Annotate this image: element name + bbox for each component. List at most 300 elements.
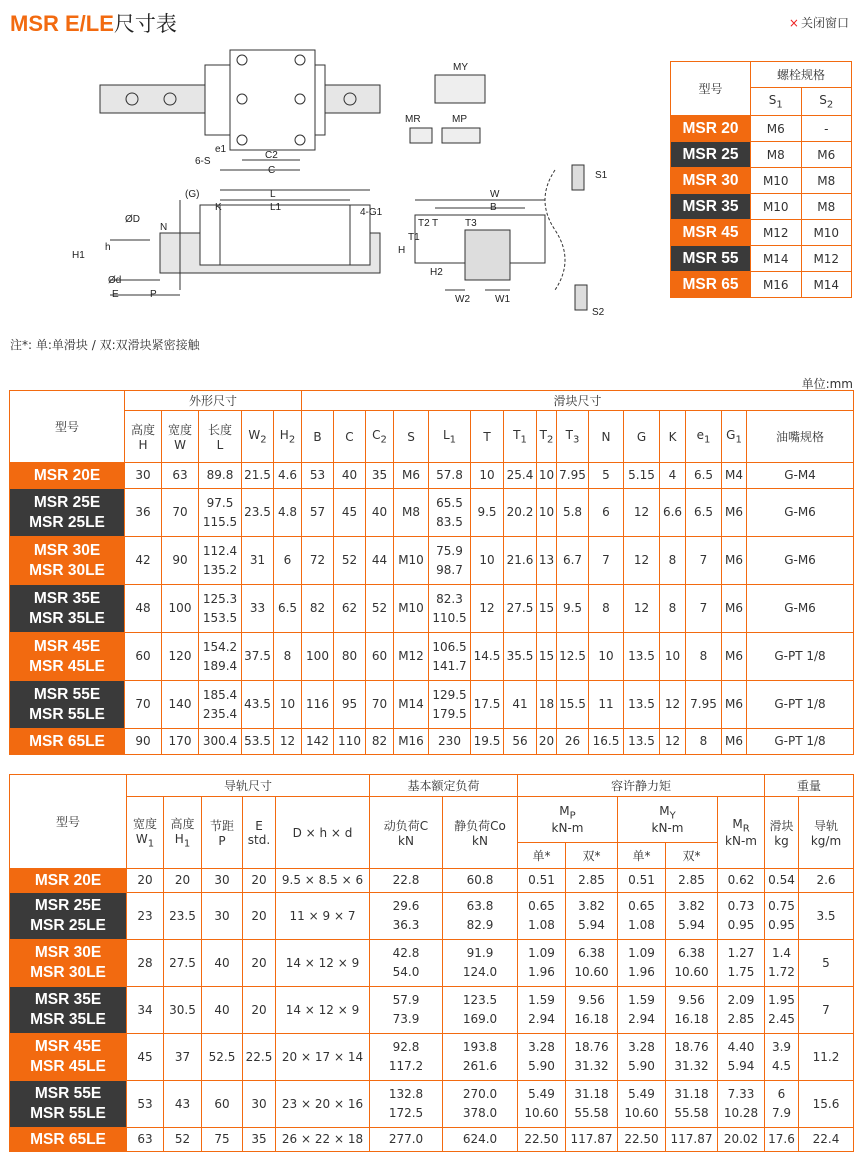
bolt-row-s1: M10 <box>751 194 802 220</box>
column-header: $e_1$ <box>686 411 722 463</box>
table-cell: M4 <box>722 463 747 489</box>
table-cell: 0.54 <box>765 869 799 893</box>
table-cell: 3.28 5.90 <box>618 1034 666 1081</box>
bolt-row-model: MSR 45 <box>671 220 751 246</box>
table-cell: 97.5 115.5 <box>199 489 242 537</box>
table-cell: 7.95 <box>557 463 589 489</box>
table-cell: 8 <box>660 537 686 585</box>
table-cell: 112.4 135.2 <box>199 537 242 585</box>
table-cell: M12 <box>394 633 429 681</box>
table-cell: 1.4 1.72 <box>765 940 799 987</box>
bolt-s2-header: $S_2$ <box>801 88 852 116</box>
table-cell: 75.9 98.7 <box>429 537 471 585</box>
table-cell: 37.5 <box>242 633 274 681</box>
column-header: 宽度 $W_1$ <box>127 797 164 869</box>
table-cell: 90 <box>162 537 199 585</box>
label-c: C <box>268 165 276 176</box>
table-cell: 21.6 <box>504 537 537 585</box>
table-cell: 30 <box>202 869 243 893</box>
table-cell: 4 <box>660 463 686 489</box>
label-h1: H1 <box>72 250 85 261</box>
label-od: ØD <box>125 214 140 225</box>
label-h2: H2 <box>430 267 443 278</box>
table-cell: G-M6 <box>747 537 854 585</box>
table-row <box>10 489 854 537</box>
table-cell: 1.27 1.75 <box>718 940 765 987</box>
technical-drawing <box>70 40 630 330</box>
table-cell: 8 <box>589 585 624 633</box>
bolt-row-s2: M12 <box>801 246 852 272</box>
bolt-row-model: MSR 30 <box>671 168 751 194</box>
table-cell: 70 <box>366 681 394 729</box>
table-cell: 10 <box>274 681 302 729</box>
table-cell: 20 <box>243 987 276 1034</box>
table-cell: 23 × 20 × 16 <box>276 1081 370 1128</box>
column-header: T <box>471 411 504 463</box>
bolt-row-s1: M14 <box>751 246 802 272</box>
table-cell: 10 <box>537 489 557 537</box>
table-cell: 6.5 <box>274 585 302 633</box>
table-cell: 6 7.9 <box>765 1081 799 1128</box>
table-cell: 26 × 22 × 18 <box>276 1128 370 1152</box>
bolt-s1-header: $S_1$ <box>751 88 802 116</box>
table-cell: 43.5 <box>242 681 274 729</box>
table-cell: 0.75 0.95 <box>765 893 799 940</box>
table-cell: 56 <box>504 729 537 755</box>
table-cell: 6.38 10.60 <box>566 940 618 987</box>
label-c2: C2 <box>265 150 278 161</box>
table-cell: M10 <box>394 585 429 633</box>
table-cell: 9.5 <box>471 489 504 537</box>
bolt-row <box>671 168 852 194</box>
table-cell: 95 <box>334 681 366 729</box>
label-p: P <box>150 289 157 300</box>
table-cell: 300.4 <box>199 729 242 755</box>
label-mp: MP <box>452 114 467 125</box>
bolt-row <box>671 142 852 168</box>
row-model: MSR 65LE <box>10 729 125 755</box>
column-header: $W_2$ <box>242 411 274 463</box>
unit-label: 单位:mm <box>801 377 853 391</box>
table-cell: 20 <box>243 940 276 987</box>
column-header: C <box>334 411 366 463</box>
bolt-row <box>671 116 852 142</box>
table-cell: M16 <box>394 729 429 755</box>
row-model: MSR 25E MSR 25LE <box>10 489 125 537</box>
table-cell: 8 <box>686 633 722 681</box>
column-header: 长度 L <box>199 411 242 463</box>
table-cell: G-M6 <box>747 489 854 537</box>
table-cell: 31.18 55.58 <box>666 1081 718 1128</box>
label-4-g1: 4-G1 <box>360 207 383 218</box>
table-cell: 20 × 17 × 14 <box>276 1034 370 1081</box>
table-cell: M10 <box>394 537 429 585</box>
table-cell: 17.5 <box>471 681 504 729</box>
table-cell: 52 <box>164 1128 202 1152</box>
table-cell: G-PT 1/8 <box>747 681 854 729</box>
table-cell: 1.59 2.94 <box>618 987 666 1034</box>
model-header: 型号 <box>10 391 125 463</box>
close-label: 关闭窗口 <box>800 16 849 30</box>
bolt-row-s2: - <box>801 116 852 142</box>
table-cell: 1.95 2.45 <box>765 987 799 1034</box>
table-cell: 5.49 10.60 <box>618 1081 666 1128</box>
bolt-row-s2: M10 <box>801 220 852 246</box>
table-row <box>10 940 854 987</box>
table-cell: 63 <box>162 463 199 489</box>
table-cell: 42.8 54.0 <box>370 940 443 987</box>
column-header: $T_1$ <box>504 411 537 463</box>
table-cell: M6 <box>722 585 747 633</box>
table-row <box>10 1128 854 1152</box>
table-cell: 80 <box>334 633 366 681</box>
table-row <box>10 893 854 940</box>
table-cell: 9.56 16.18 <box>566 987 618 1034</box>
table-cell: 57.9 73.9 <box>370 987 443 1034</box>
bolt-row-s1: M12 <box>751 220 802 246</box>
table-cell: 140 <box>162 681 199 729</box>
table-cell: 277.0 <box>370 1128 443 1152</box>
table-cell: 117.87 <box>566 1128 618 1152</box>
table-cell: M6 <box>722 729 747 755</box>
table-cell: 31 <box>242 537 274 585</box>
table-cell: 65.5 83.5 <box>429 489 471 537</box>
table-cell: 12 <box>624 489 660 537</box>
table-cell: 10 <box>471 537 504 585</box>
table-cell: 91.9 124.0 <box>443 940 518 987</box>
column-header: $H_2$ <box>274 411 302 463</box>
table-cell: 31.18 55.58 <box>566 1081 618 1128</box>
table-cell: 82 <box>302 585 334 633</box>
table-cell: 270.0 378.0 <box>443 1081 518 1128</box>
double-header: 双* <box>666 843 718 869</box>
table-cell: 3.5 <box>799 893 854 940</box>
table-cell: 90 <box>125 729 162 755</box>
table-cell: 12 <box>274 729 302 755</box>
table-cell: 7 <box>799 987 854 1034</box>
table-row <box>10 987 854 1034</box>
table-cell: 12 <box>624 537 660 585</box>
table-cell: 5.49 10.60 <box>518 1081 566 1128</box>
table-cell: 70 <box>162 489 199 537</box>
column-header: $T_3$ <box>557 411 589 463</box>
table-cell: 10 <box>537 463 557 489</box>
table-cell: 123.5 169.0 <box>443 987 518 1034</box>
table-cell: 125.3 153.5 <box>199 585 242 633</box>
table-cell: 15 <box>537 585 557 633</box>
label-w2: W2 <box>455 294 470 305</box>
table-cell: 624.0 <box>443 1128 518 1152</box>
table-cell: 34 <box>127 987 164 1034</box>
row-model: MSR 55E MSR 55LE <box>10 681 125 729</box>
label-od-small: Ød <box>108 275 122 286</box>
label-h: H <box>398 245 406 256</box>
table-cell: 0.51 <box>618 869 666 893</box>
table-cell: 12.5 <box>557 633 589 681</box>
table-cell: 36 <box>125 489 162 537</box>
table-cell: 10 <box>589 633 624 681</box>
bolt-row <box>671 220 852 246</box>
table-cell: 62 <box>334 585 366 633</box>
bolt-group-header: 螺栓规格 <box>751 62 852 88</box>
mp-header: $M_P$ kN-m <box>518 797 618 843</box>
table-cell: 18.76 31.32 <box>666 1034 718 1081</box>
rail-dim-header: 导轨尺寸 <box>127 775 370 797</box>
table-cell: 57.8 <box>429 463 471 489</box>
my-header: $M_Y$ kN-m <box>618 797 718 843</box>
table-cell: 1.09 1.96 <box>518 940 566 987</box>
bolt-row-model: MSR 35 <box>671 194 751 220</box>
label-w1: W1 <box>495 294 510 305</box>
bolt-row-model: MSR 25 <box>671 142 751 168</box>
table-cell: 7.95 <box>686 681 722 729</box>
label-t3: T3 <box>465 218 477 229</box>
table-cell: 3.28 5.90 <box>518 1034 566 1081</box>
column-header: E std. <box>243 797 276 869</box>
label-g: (G) <box>185 189 200 200</box>
table-cell: G-PT 1/8 <box>747 633 854 681</box>
load-header: 基本额定负荷 <box>370 775 518 797</box>
table-cell: 2.85 <box>566 869 618 893</box>
table-cell: 30 <box>243 1081 276 1128</box>
table-cell: 27.5 <box>164 940 202 987</box>
table-cell: 26 <box>557 729 589 755</box>
table-cell: 7 <box>589 537 624 585</box>
table-row <box>10 1081 854 1128</box>
label-t: T <box>432 218 439 229</box>
column-header: 节距 P <box>202 797 243 869</box>
table-cell: 22.50 <box>518 1128 566 1152</box>
table-cell: 30.5 <box>164 987 202 1034</box>
table-cell: 21.5 <box>242 463 274 489</box>
table-cell: 3.82 5.94 <box>666 893 718 940</box>
table-cell: 63.8 82.9 <box>443 893 518 940</box>
block-dim-header: 滑块尺寸 <box>302 391 854 411</box>
table-cell: 7.33 10.28 <box>718 1081 765 1128</box>
table-cell: 129.5 179.5 <box>429 681 471 729</box>
table-cell: 20.02 <box>718 1128 765 1152</box>
table-cell: 12 <box>624 585 660 633</box>
table-cell: 100 <box>302 633 334 681</box>
table-cell: 43 <box>164 1081 202 1128</box>
table-cell: 27.5 <box>504 585 537 633</box>
table-cell: 3.9 4.5 <box>765 1034 799 1081</box>
row-model: MSR 35E MSR 35LE <box>10 987 127 1034</box>
column-header: 滑块 kg <box>765 797 799 869</box>
table-cell: 6.5 <box>686 489 722 537</box>
table-cell: 7 <box>686 585 722 633</box>
table-cell: 20 <box>243 893 276 940</box>
row-model: MSR 20E <box>10 869 127 893</box>
table-cell: 35.5 <box>504 633 537 681</box>
table-cell: 6.5 <box>686 463 722 489</box>
table-cell: 23 <box>127 893 164 940</box>
table-cell: 13.5 <box>624 633 660 681</box>
table-cell: 63 <box>127 1128 164 1152</box>
row-model: MSR 55E MSR 55LE <box>10 1081 127 1128</box>
table-cell: 17.6 <box>765 1128 799 1152</box>
bolt-row-model: MSR 65 <box>671 272 751 298</box>
table-cell: 106.5 141.7 <box>429 633 471 681</box>
table-cell: 2.6 <box>799 869 854 893</box>
dhd-header: D × h × d <box>276 797 370 869</box>
table-cell: 12 <box>471 585 504 633</box>
label-6-s: 6-S <box>195 156 211 167</box>
table-cell: 15 <box>537 633 557 681</box>
column-header: $C_2$ <box>366 411 394 463</box>
table-cell: 33 <box>242 585 274 633</box>
column-header: G <box>624 411 660 463</box>
table-cell: 5 <box>799 940 854 987</box>
table-cell: 60 <box>125 633 162 681</box>
table-cell: 25.4 <box>504 463 537 489</box>
table-cell: M6 <box>722 489 747 537</box>
table-row <box>10 537 854 585</box>
table-cell: 0.65 1.08 <box>618 893 666 940</box>
moment-header: 容许静力矩 <box>518 775 765 797</box>
table-cell: 6 <box>274 537 302 585</box>
label-h-small: h <box>105 242 111 253</box>
table-cell: 30 <box>202 893 243 940</box>
table-cell: 1.59 2.94 <box>518 987 566 1034</box>
row-model: MSR 45E MSR 45LE <box>10 633 125 681</box>
table-cell: 22.8 <box>370 869 443 893</box>
table-cell: 60 <box>202 1081 243 1128</box>
close-window-link[interactable] <box>789 14 849 31</box>
label-b: B <box>490 202 497 213</box>
label-mr: MR <box>405 114 421 125</box>
rail-load-table <box>9 774 854 1152</box>
table-cell: 45 <box>334 489 366 537</box>
bolt-row-s2: M14 <box>801 272 852 298</box>
table-cell: 40 <box>334 463 366 489</box>
table-row <box>10 729 854 755</box>
column-header: N <box>589 411 624 463</box>
table-cell: 41 <box>504 681 537 729</box>
double-header: 双* <box>566 843 618 869</box>
table-cell: M6 <box>394 463 429 489</box>
table-row <box>10 633 854 681</box>
model-header: 型号 <box>10 775 127 869</box>
table-cell: 6.38 10.60 <box>666 940 718 987</box>
table-cell: 52.5 <box>202 1034 243 1081</box>
table-cell: G-PT 1/8 <box>747 729 854 755</box>
label-n: N <box>160 222 168 233</box>
table-cell: 40 <box>366 489 394 537</box>
table-cell: 4.8 <box>274 489 302 537</box>
column-header: 导轨 kg/m <box>799 797 854 869</box>
table-cell: 20 <box>164 869 202 893</box>
table-cell: 82 <box>366 729 394 755</box>
table-cell: 30 <box>125 463 162 489</box>
table-cell: 0.73 0.95 <box>718 893 765 940</box>
table-cell: 10 <box>660 633 686 681</box>
table-cell: 9.5 × 8.5 × 6 <box>276 869 370 893</box>
table-cell: 100 <box>162 585 199 633</box>
block-dimension-table <box>9 390 854 755</box>
row-model: MSR 45E MSR 45LE <box>10 1034 127 1081</box>
table-cell: M14 <box>394 681 429 729</box>
row-model: MSR 35E MSR 35LE <box>10 585 125 633</box>
table-cell: 0.62 <box>718 869 765 893</box>
bolt-row-s1: M16 <box>751 272 802 298</box>
table-cell: 13 <box>537 537 557 585</box>
table-cell: 13.5 <box>624 729 660 755</box>
label-my: MY <box>453 62 468 73</box>
table-cell: 22.5 <box>243 1034 276 1081</box>
table-cell: 3.82 5.94 <box>566 893 618 940</box>
table-cell: 53 <box>127 1081 164 1128</box>
label-e1: e1 <box>215 144 227 155</box>
table-cell: 89.8 <box>199 463 242 489</box>
label-l1: L1 <box>270 202 282 213</box>
table-cell: 1.09 1.96 <box>618 940 666 987</box>
table-row <box>10 681 854 729</box>
table-row <box>10 869 854 893</box>
close-icon: × <box>788 16 799 30</box>
column-header: 高度 $H_1$ <box>164 797 202 869</box>
table-cell: 20 <box>537 729 557 755</box>
row-model: MSR 25E MSR 25LE <box>10 893 127 940</box>
table-cell: 60.8 <box>443 869 518 893</box>
table-cell: 57 <box>302 489 334 537</box>
mr-header: $M_R$ kN-m <box>718 797 765 869</box>
table-cell: 110 <box>334 729 366 755</box>
table-cell: M6 <box>722 537 747 585</box>
column-header: $L_1$ <box>429 411 471 463</box>
table-cell: 12 <box>660 729 686 755</box>
table-cell: 8 <box>686 729 722 755</box>
table-cell: 40 <box>202 987 243 1034</box>
bolt-model-header: 型号 <box>671 62 751 116</box>
row-model: MSR 30E MSR 30LE <box>10 940 127 987</box>
table-cell: 116 <box>302 681 334 729</box>
table-cell: 60 <box>366 633 394 681</box>
table-row <box>10 585 854 633</box>
table-cell: 10 <box>471 463 504 489</box>
column-header: 动负荷C kN <box>370 797 443 869</box>
table-cell: 11 <box>589 681 624 729</box>
bolt-row <box>671 272 852 298</box>
table-cell: 117.87 <box>666 1128 718 1152</box>
bolt-row <box>671 246 852 272</box>
table-cell: 82.3 110.5 <box>429 585 471 633</box>
bolt-row <box>671 194 852 220</box>
column-header: 油嘴规格 <box>747 411 854 463</box>
table-cell: M6 <box>722 633 747 681</box>
table-cell: 44 <box>366 537 394 585</box>
table-cell: 8 <box>660 585 686 633</box>
table-cell: 35 <box>366 463 394 489</box>
table-cell: 15.5 <box>557 681 589 729</box>
table-cell: 7 <box>686 537 722 585</box>
single-header: 单* <box>518 843 566 869</box>
table-cell: 4.40 5.94 <box>718 1034 765 1081</box>
table-cell: 0.51 <box>518 869 566 893</box>
table-cell: 6.7 <box>557 537 589 585</box>
table-cell: 9.56 16.18 <box>666 987 718 1034</box>
table-cell: 48 <box>125 585 162 633</box>
table-cell: 22.4 <box>799 1128 854 1152</box>
single-header: 单* <box>618 843 666 869</box>
title-model: MSR E/LE <box>10 11 114 36</box>
table-cell: G-M4 <box>747 463 854 489</box>
table-cell: 20 <box>243 869 276 893</box>
table-cell: 5.8 <box>557 489 589 537</box>
table-cell: 19.5 <box>471 729 504 755</box>
table-cell: 11 × 9 × 7 <box>276 893 370 940</box>
table-cell: M6 <box>722 681 747 729</box>
